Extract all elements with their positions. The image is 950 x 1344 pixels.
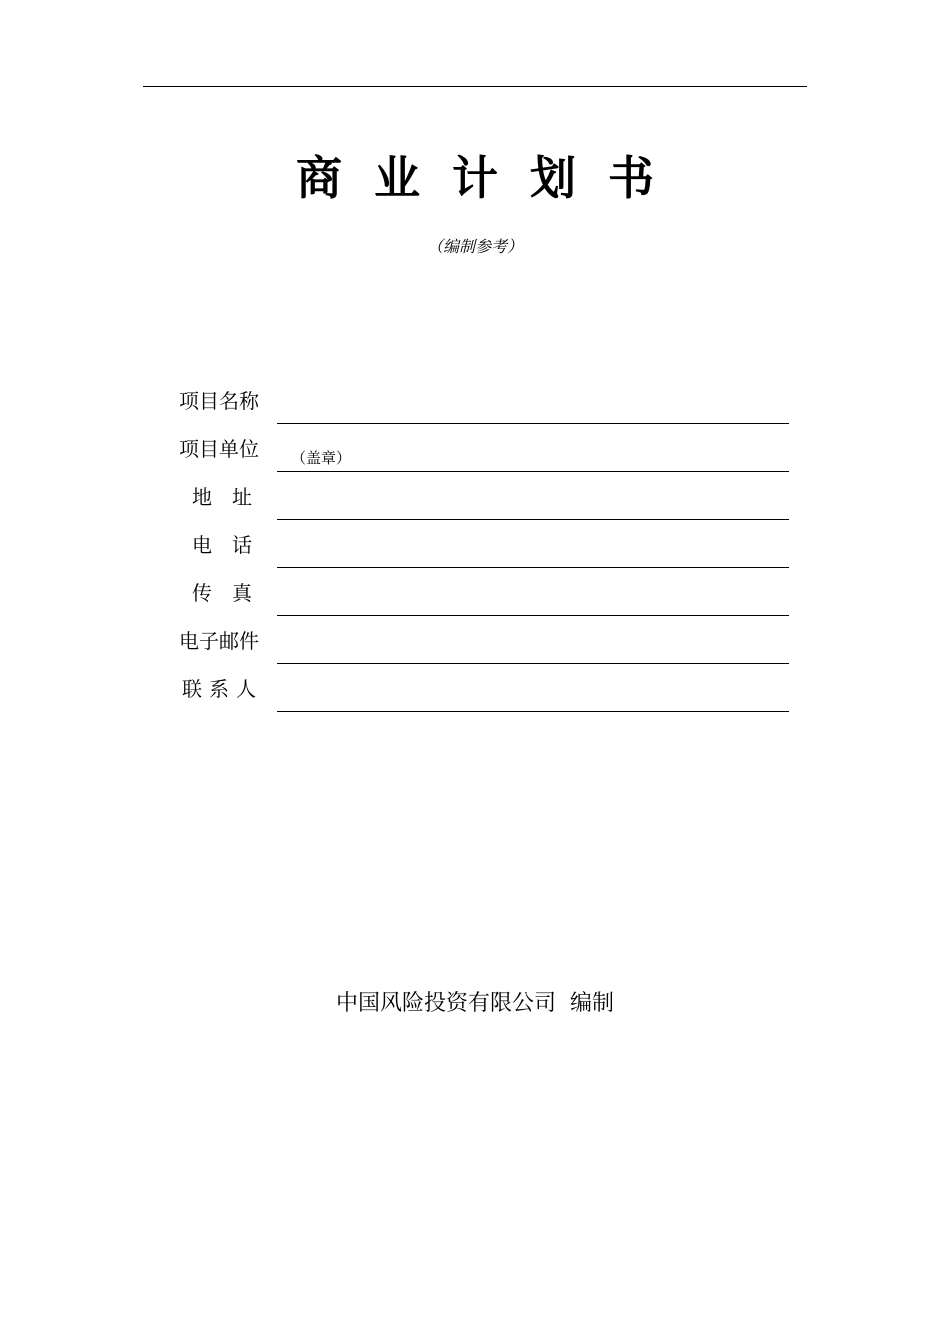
form-row-phone (172, 520, 789, 568)
label-project-name: 项目名称 (179, 389, 259, 413)
publisher-name: 中国风险投资有限公司 (335, 991, 556, 1016)
document-subtitle: （编制参考） (426, 237, 523, 256)
label-address: 地址 (192, 485, 272, 509)
field-fax[interactable] (277, 581, 789, 616)
header-rule (143, 86, 807, 87)
publisher-line (0, 988, 950, 1020)
seal-note: （盖章） (291, 449, 352, 467)
field-email[interactable] (277, 629, 789, 664)
label-phone: 电话 (192, 533, 272, 557)
form-row-fax (172, 568, 789, 616)
field-project-name[interactable] (277, 389, 789, 424)
label-contact: 联系人 (182, 677, 263, 701)
field-address[interactable] (277, 485, 789, 520)
label-email: 电子邮件 (179, 629, 259, 653)
project-info-form (172, 376, 789, 712)
form-row-address (172, 472, 789, 520)
publisher-action: 编制 (570, 991, 615, 1016)
field-contact[interactable] (277, 677, 789, 712)
form-row-email (172, 616, 789, 664)
form-row-contact (172, 664, 789, 712)
field-phone[interactable] (277, 533, 789, 568)
label-fax: 传真 (192, 581, 272, 605)
document-title: 商业计划书 (296, 151, 686, 205)
form-row-project-unit (172, 424, 789, 472)
form-row-project-name (172, 376, 789, 424)
field-project-unit[interactable] (277, 437, 789, 472)
label-project-unit: 项目单位 (179, 437, 259, 461)
